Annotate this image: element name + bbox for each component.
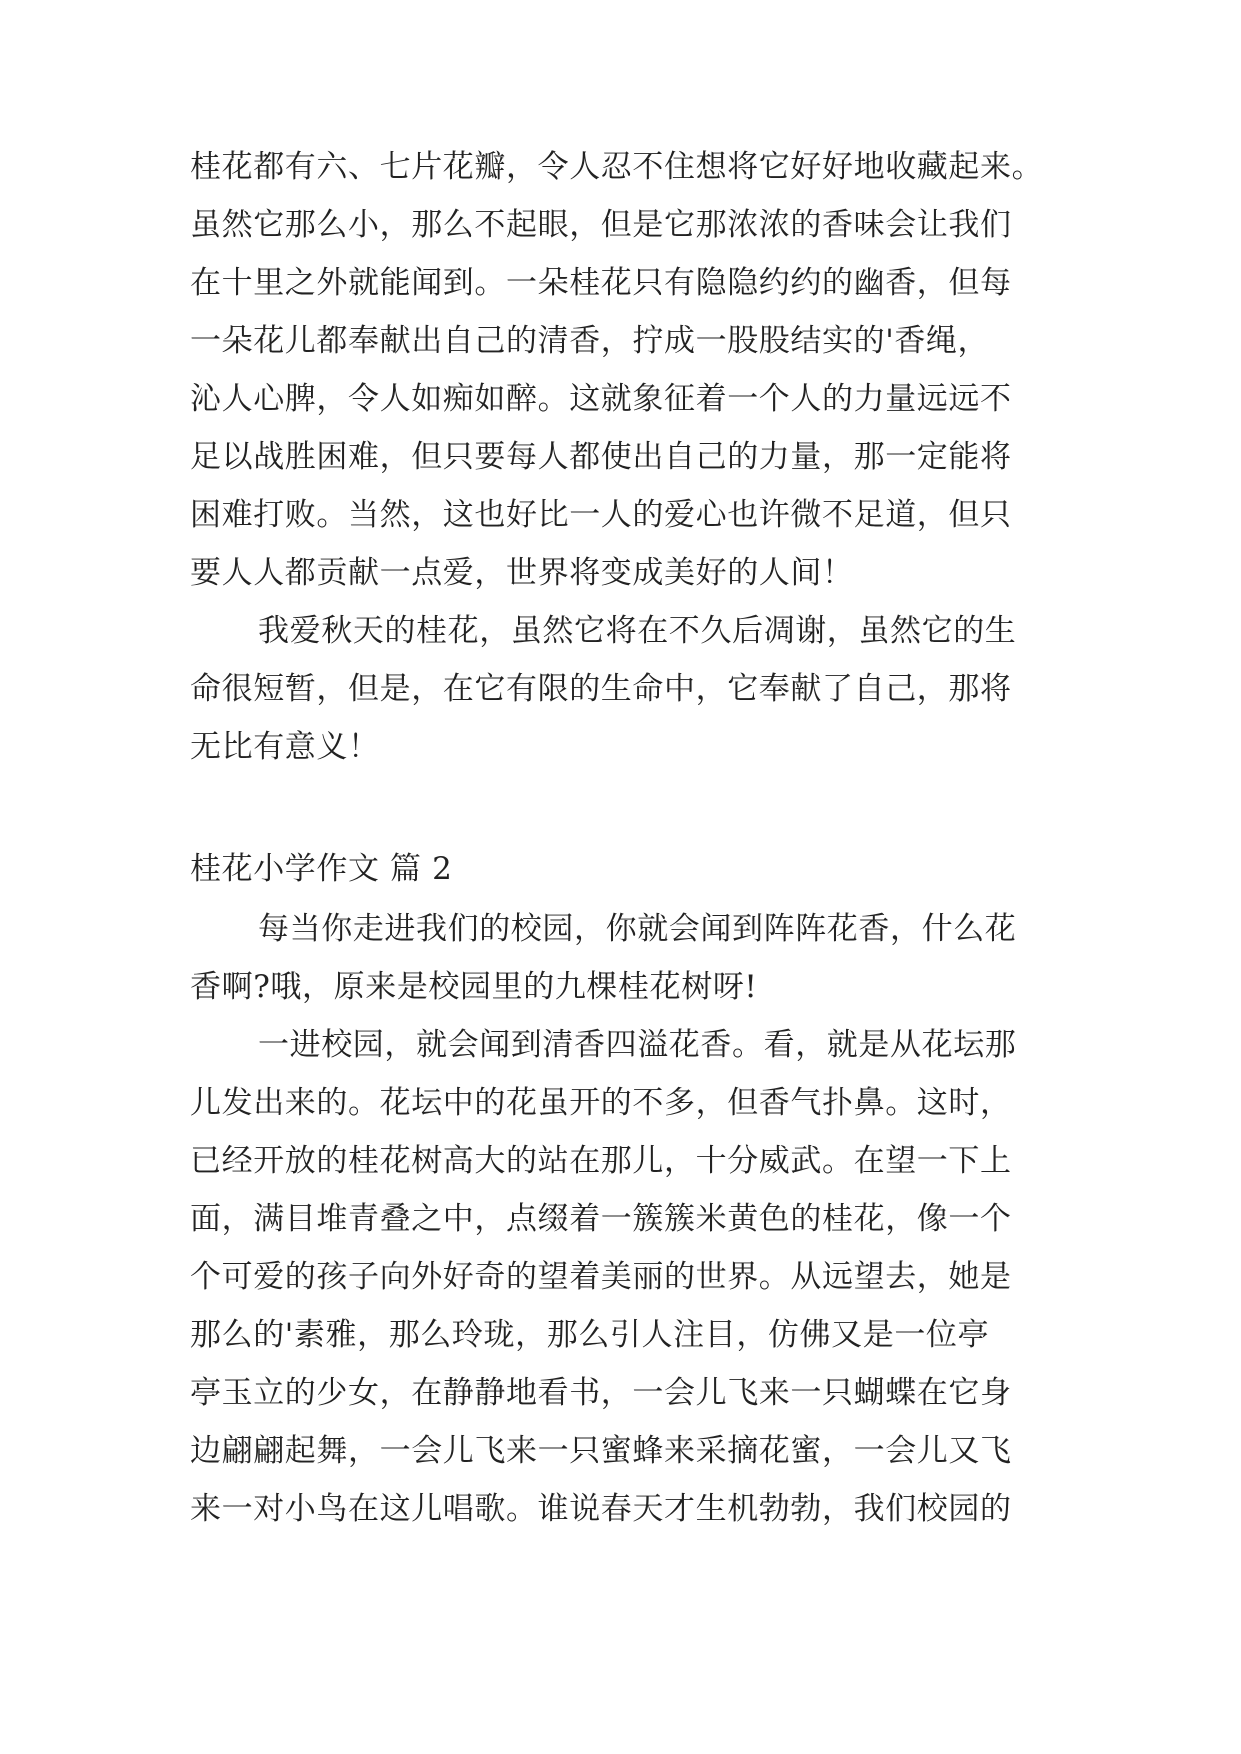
text-line: 来一对小鸟在这儿唱歌。谁说春天才生机勃勃，我们校园的 (190, 1491, 1012, 1527)
text-line: 我爱秋天的桂花，虽然它将在不久后凋谢，虽然它的生 (258, 613, 1017, 649)
text-line: 个可爱的孩子向外好奇的望着美丽的世界。从远望去，她是 (190, 1259, 1012, 1295)
text-line: 桂花都有六、七片花瓣，令人忍不住想将它好好地收藏起来。 (190, 149, 1044, 185)
text-line: 命很短暂，但是，在它有限的生命中，它奉献了自己，那将 (190, 671, 1012, 707)
text-line: 一朵花儿都奉献出自己的清香，拧成一股股结实的'香绳， (190, 323, 990, 359)
text-line: 那么的'素雅，那么玲珑，那么引人注目，仿佛又是一位亭 (190, 1317, 990, 1353)
text-line: 边翩翩起舞，一会儿飞来一只蜜蜂来采摘花蜜，一会儿又飞 (190, 1433, 1012, 1469)
text-line: 要人人都贡献一点爱，世界将变成美好的人间！ (190, 555, 854, 591)
text-line: 困难打败。当然，这也好比一人的爱心也许微不足道，但只 (190, 497, 1012, 533)
text-line: 香啊?哦，原来是校园里的九棵桂花树呀! (190, 969, 758, 1005)
text-line: 无比有意义！ (190, 729, 380, 765)
text-line: 面，满目堆青叠之中，点缀着一簇簇米黄色的桂花，像一个 (190, 1201, 1012, 1237)
text-line: 一进校园，就会闻到清香四溢花香。看，就是从花坛那 (258, 1027, 1017, 1063)
text-line: 儿发出来的。花坛中的花虽开的不多，但香气扑鼻。这时， (190, 1085, 1012, 1121)
text-line: 每当你走进我们的校园，你就会闻到阵阵花香，什么花 (258, 911, 1017, 947)
text-line: 足以战胜困难，但只要每人都使出自己的力量，那一定能将 (190, 439, 1012, 475)
text-line: 在十里之外就能闻到。一朵桂花只有隐隐约约的幽香，但每 (190, 265, 1012, 301)
section-heading: 桂花小学作文 篇 2 (190, 851, 453, 887)
text-line: 已经开放的桂花树高大的站在那儿，十分威武。在望一下上 (190, 1143, 1012, 1179)
text-line: 沁人心脾，令人如痴如醉。这就象征着一个人的力量远远不 (190, 381, 1012, 417)
text-line: 亭玉立的少女，在静静地看书，一会儿飞来一只蝴蝶在它身 (190, 1375, 1012, 1411)
text-line: 虽然它那么小，那么不起眼，但是它那浓浓的香味会让我们 (190, 207, 1012, 243)
